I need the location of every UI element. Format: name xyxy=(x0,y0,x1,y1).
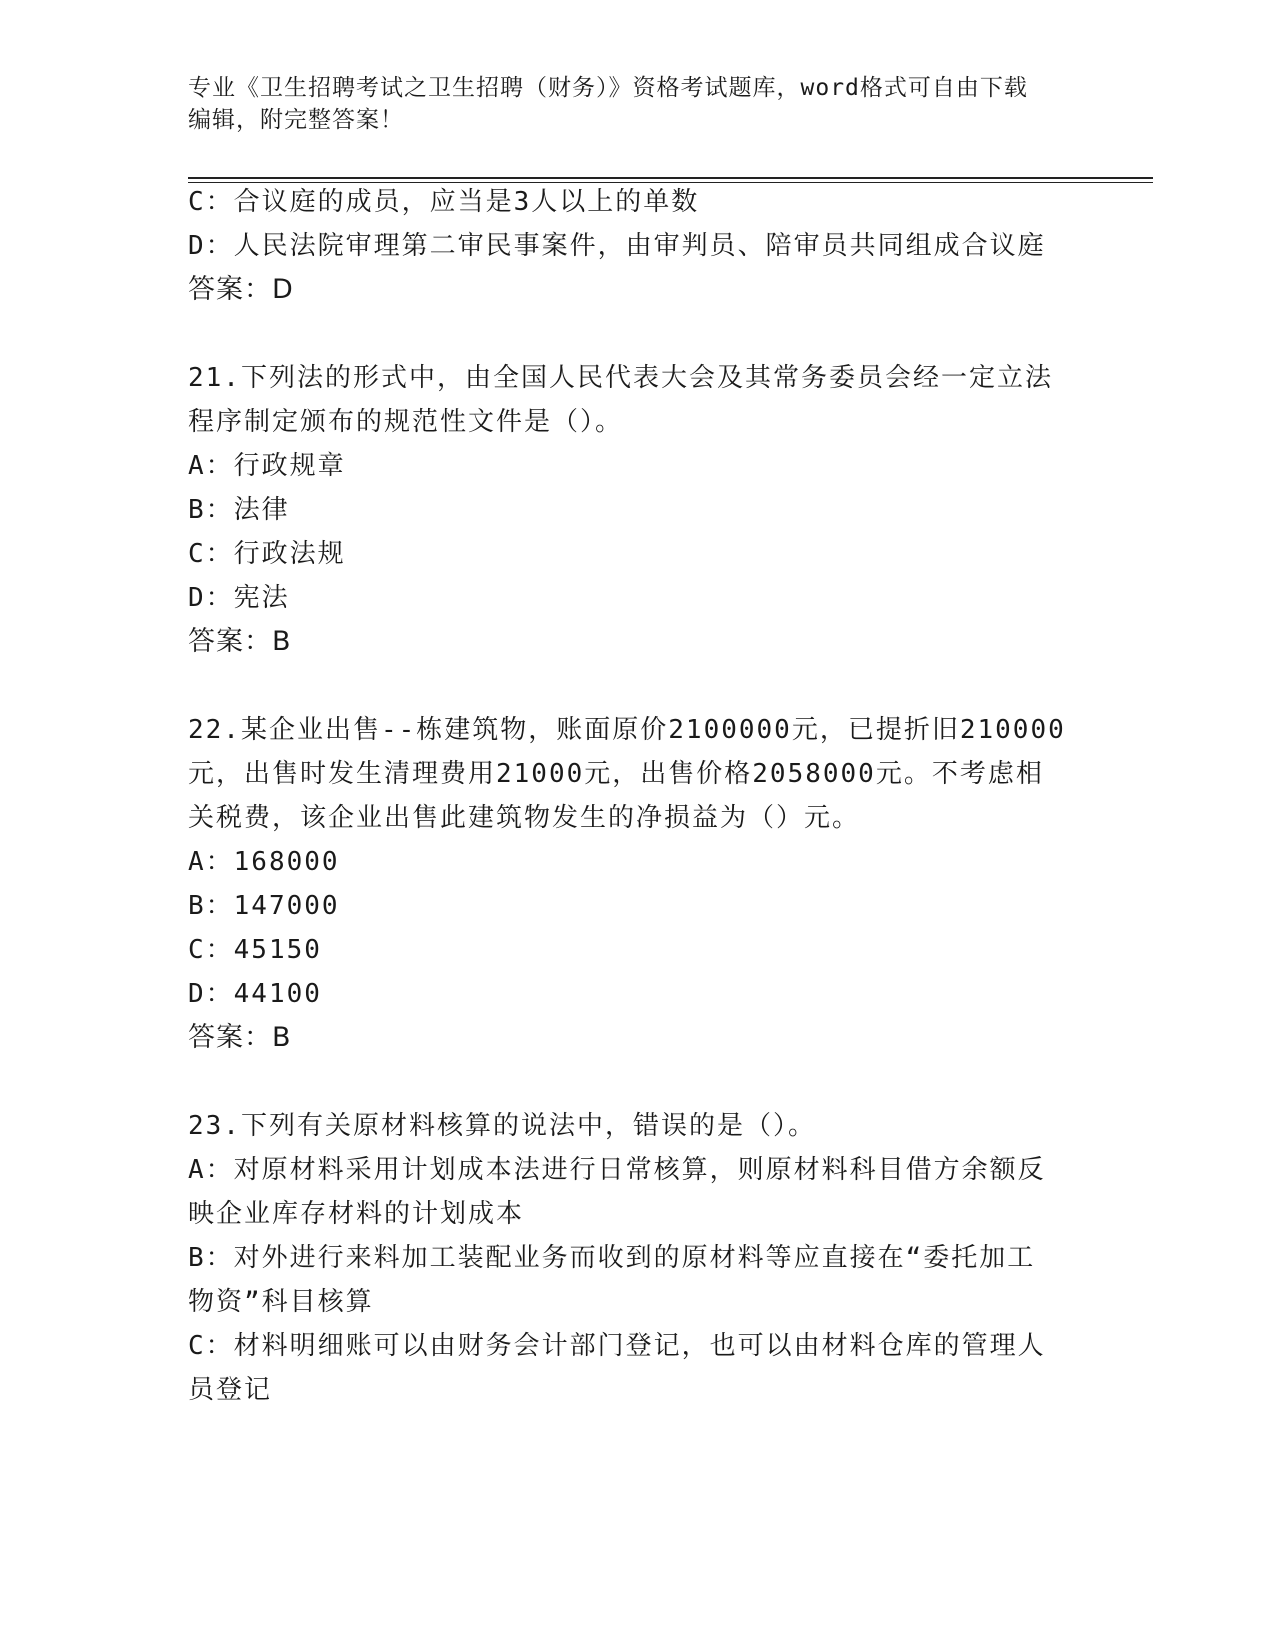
q22-stem-line-2: 元，出售时发生清理费用21000元，出售价格2058000元。不考虑相 xyxy=(188,759,1044,789)
q23-option-b-line-2: 物资”科目核算 xyxy=(188,1287,374,1317)
q21-option-b: B：法律 xyxy=(188,495,290,525)
header-line-2: 编辑，附完整答案！ xyxy=(188,107,404,133)
q22-stem-line-3: 关税费，该企业出售此建筑物发生的净损益为（）元。 xyxy=(188,803,861,833)
q23-option-b-line-1: B：对外进行来料加工装配业务而收到的原材料等应直接在“委托加工 xyxy=(188,1243,1036,1273)
q21-stem-line-1: 21.下列法的形式中，由全国人民代表大会及其常务委员会经一定立法 xyxy=(188,363,1053,393)
q23-option-c-line-2: 员登记 xyxy=(188,1375,273,1405)
q21-stem-line-2: 程序制定颁布的规范性文件是（）。 xyxy=(188,407,624,437)
q22-option-d: D：44100 xyxy=(188,979,322,1009)
q21-option-c: C：行政法规 xyxy=(188,539,346,569)
q23-option-c-line-1: C：材料明细账可以由财务会计部门登记，也可以由材料仓库的管理人 xyxy=(188,1331,1046,1361)
q23-option-a-line-1: A：对原材料采用计划成本法进行日常核算，则原材料科目借方余额反 xyxy=(188,1155,1046,1185)
header-rule-thin xyxy=(188,182,1153,183)
q21-answer: 答案：B xyxy=(188,626,292,657)
q22-option-a: A：168000 xyxy=(188,847,340,877)
header-line-1: 专业《卫生招聘考试之卫生招聘（财务）》资格考试题库，word格式可自由下载 xyxy=(188,75,1028,101)
q22-answer: 答案：B xyxy=(188,1022,292,1053)
header-rule-thick xyxy=(188,177,1153,179)
q23-stem-line-1: 23.下列有关原材料核算的说法中，错误的是（）。 xyxy=(188,1111,816,1141)
q20-answer: 答案：D xyxy=(188,274,294,305)
q22-stem-line-1: 22.某企业出售--栋建筑物，账面原价2100000元，已提折旧210000 xyxy=(188,715,1066,745)
q20-option-d: D：人民法院审理第二审民事案件，由审判员、陪审员共同组成合议庭 xyxy=(188,231,1046,261)
q22-option-c: C：45150 xyxy=(188,935,322,965)
document-header xyxy=(188,72,1068,136)
q22-option-b: B：147000 xyxy=(188,891,340,921)
q21-option-a: A：行政规章 xyxy=(188,451,346,481)
q20-option-c: C：合议庭的成员，应当是3人以上的单数 xyxy=(188,187,700,217)
q21-option-d: D：宪法 xyxy=(188,583,290,613)
q23-option-a-line-2: 映企业库存材料的计划成本 xyxy=(188,1199,525,1229)
